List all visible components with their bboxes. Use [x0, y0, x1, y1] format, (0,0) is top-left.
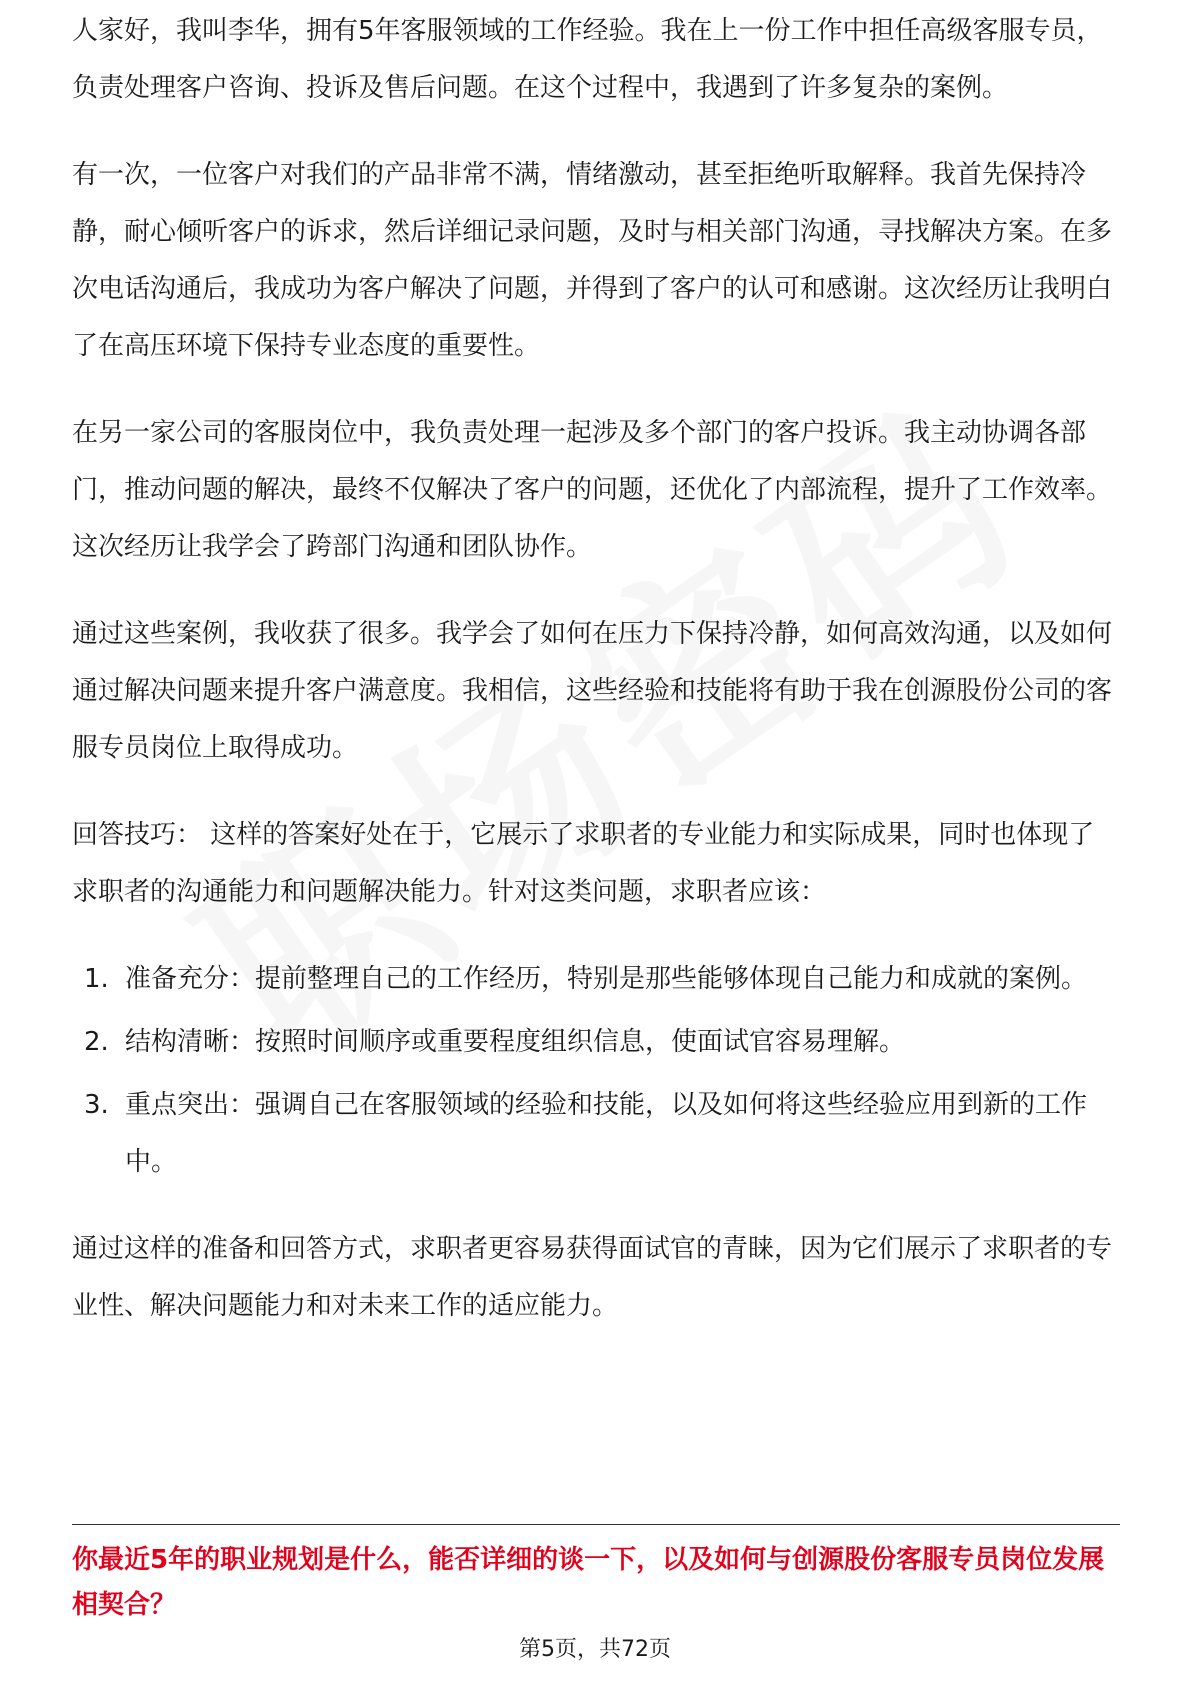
list-item-text: 重点突出：强调自己在客服领域的经验和技能，以及如何将这些经验应用到新的工作中。: [125, 1090, 1088, 1177]
list-item-number: 2.: [84, 1027, 109, 1057]
paragraph-summary: 通过这些案例，我收获了很多。我学会了如何在压力下保持冷静，如何高效沟通，以及如何通过解决问题来提升客户满意度。我相信，这些经验和技能将有助于我在创源股份公司的客服专员岗位上取得成功。: [72, 619, 1113, 763]
paragraph-tips: 回答技巧： 这样的答案好处在于，它展示了求职者的专业能力和实际成果，同时也体现了求职者的沟通能力和问题解决能力。针对这类问题，求职者应该：: [72, 820, 1095, 907]
next-question-heading: 你最近5年的职业规划是什么，能否详细的谈一下，以及如何与创源股份客服专员岗位发展相契合？: [72, 1545, 1105, 1620]
list-item: [72, 951, 1120, 1008]
list-item: [72, 1014, 1120, 1071]
list-item-text: 结构清晰：按照时间顺序或重要程度组织信息，使面试官容易理解。: [125, 1027, 906, 1057]
list-item: [72, 1077, 1120, 1191]
paragraph-case-two: 在另一家公司的客服岗位中，我负责处理一起涉及多个部门的客户投诉。我主动协调各部门，推动问题的解决，最终不仅解决了客户的问题，还优化了内部流程，提升了工作效率。这次经历让我学会了跨部门沟通和团队协作。: [72, 418, 1113, 562]
answer-content: [72, 16, 1120, 1365]
tips-list: [72, 951, 1120, 1191]
paragraph-intro: 人家好，我叫李华，拥有5年客服领域的工作经验。我在上一份工作中担任高级客服专员，负责处理客户咨询、投诉及售后问题。在这个过程中，我遇到了许多复杂的案例。: [72, 16, 1103, 103]
list-item-text: 准备充分：提前整理自己的工作经历，特别是那些能够体现自己能力和成就的案例。: [125, 964, 1088, 994]
paragraph-closing: 通过这样的准备和回答方式，求职者更容易获得面试官的青睐，因为它们展示了求职者的专业性、解决问题能力和对未来工作的适应能力。: [72, 1234, 1113, 1321]
paragraph-case-one: 有一次，一位客户对我们的产品非常不满，情绪激动，甚至拒绝听取解释。我首先保持冷静，耐心倾听客户的诉求，然后详细记录问题，及时与相关部门沟通，寻找解决方案。在多次电话沟通后，我成功为客户解决了问题，并得到了客户的认可和感谢。这次经历让我明白了在高压环境下保持专业态度的重要性。: [72, 160, 1113, 361]
list-item-number: 1.: [84, 964, 109, 994]
list-item-number: 3.: [84, 1090, 109, 1120]
page-footer: 第5页，共72页: [519, 1637, 671, 1662]
section-divider: [72, 1524, 1120, 1525]
